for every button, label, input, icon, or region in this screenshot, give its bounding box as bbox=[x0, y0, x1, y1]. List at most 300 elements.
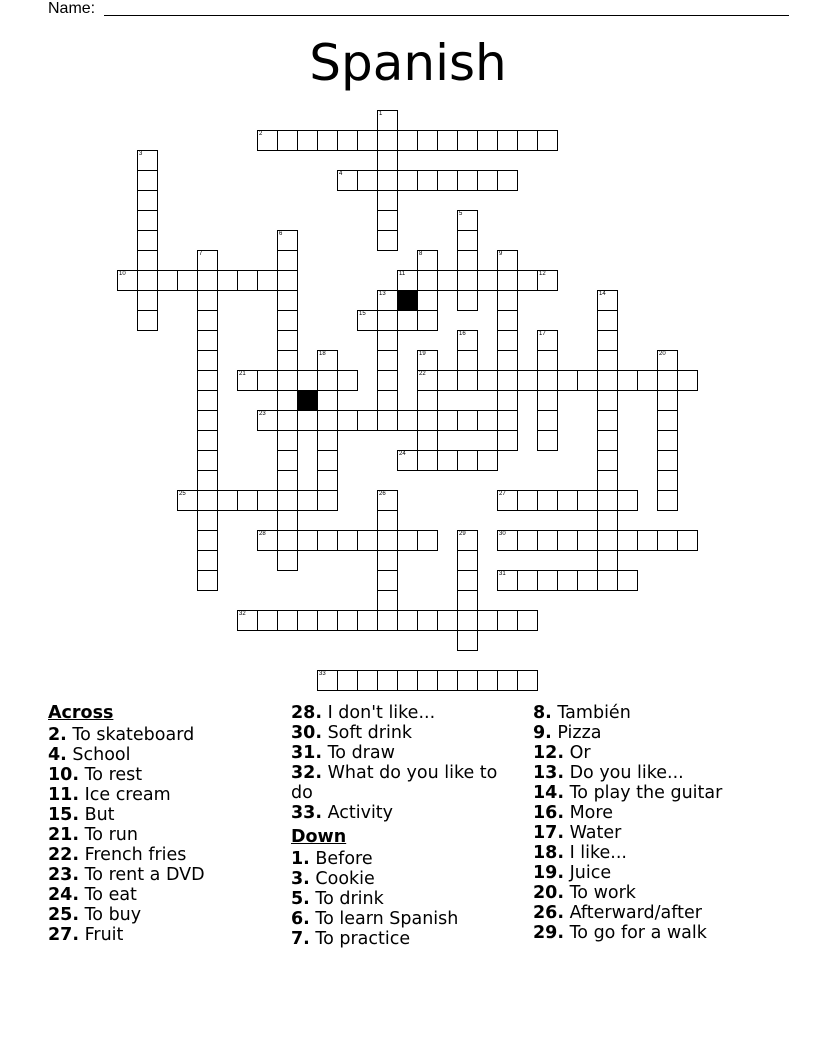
crossword-cell[interactable] bbox=[417, 130, 438, 151]
clue-text: To play the guitar bbox=[564, 783, 723, 803]
clue-item bbox=[291, 909, 517, 929]
crossword-cell[interactable] bbox=[457, 230, 478, 251]
crossword-cell[interactable] bbox=[277, 530, 298, 551]
clue-text: Soft drink bbox=[322, 723, 413, 743]
crossword-cell[interactable] bbox=[597, 550, 618, 571]
crossword-cell[interactable] bbox=[377, 670, 398, 691]
crossword-cell[interactable] bbox=[537, 430, 558, 451]
crossword-cell[interactable] bbox=[557, 490, 578, 511]
crossword-cell[interactable] bbox=[357, 530, 378, 551]
crossword-cell[interactable] bbox=[597, 290, 618, 311]
crossword-cell[interactable] bbox=[357, 610, 378, 631]
crossword-cell[interactable] bbox=[337, 530, 358, 551]
crossword-cell[interactable] bbox=[277, 490, 298, 511]
crossword-cell[interactable] bbox=[137, 290, 158, 311]
crossword-cell[interactable] bbox=[517, 570, 538, 591]
crossword-cell[interactable] bbox=[317, 530, 338, 551]
crossword-cell[interactable] bbox=[397, 170, 418, 191]
crossword-cell[interactable] bbox=[497, 350, 518, 371]
crossword-cell[interactable] bbox=[497, 610, 518, 631]
crossword-cell[interactable] bbox=[457, 670, 478, 691]
crossword-cell[interactable] bbox=[277, 390, 298, 411]
crossword-cell[interactable] bbox=[677, 530, 698, 551]
crossword-cell[interactable] bbox=[377, 350, 398, 371]
crossword-cell[interactable] bbox=[357, 130, 378, 151]
crossword-cell[interactable] bbox=[497, 270, 518, 291]
crossword-cell[interactable] bbox=[377, 550, 398, 571]
crossword-cell[interactable] bbox=[317, 370, 338, 391]
clue-item bbox=[48, 825, 278, 845]
crossword-cell[interactable] bbox=[457, 130, 478, 151]
crossword-cell[interactable] bbox=[377, 290, 398, 311]
crossword-cell[interactable] bbox=[597, 570, 618, 591]
crossword-cell[interactable] bbox=[257, 130, 278, 151]
crossword-cell[interactable] bbox=[377, 510, 398, 531]
crossword-cell[interactable] bbox=[637, 530, 658, 551]
clue-item bbox=[48, 885, 278, 905]
crossword-cell[interactable] bbox=[617, 370, 638, 391]
crossword-cell[interactable] bbox=[497, 570, 518, 591]
cell-number: 10 bbox=[119, 271, 126, 277]
crossword-cell[interactable] bbox=[197, 510, 218, 531]
crossword-cell[interactable] bbox=[237, 610, 258, 631]
crossword-cell[interactable] bbox=[577, 370, 598, 391]
crossword-cell[interactable] bbox=[517, 370, 538, 391]
crossword-cell[interactable] bbox=[537, 570, 558, 591]
crossword-cell[interactable] bbox=[257, 610, 278, 631]
crossword-cell[interactable] bbox=[257, 370, 278, 391]
crossword-cell[interactable] bbox=[517, 670, 538, 691]
crossword-cell[interactable] bbox=[317, 670, 338, 691]
clue-number: 9. bbox=[533, 723, 552, 743]
crossword-cell[interactable] bbox=[137, 210, 158, 231]
crossword-cell[interactable] bbox=[457, 250, 478, 271]
crossword-cell[interactable] bbox=[377, 410, 398, 431]
clue-item bbox=[291, 763, 517, 803]
crossword-cell[interactable] bbox=[457, 270, 478, 291]
crossword-cell[interactable] bbox=[557, 370, 578, 391]
crossword-cell[interactable] bbox=[277, 450, 298, 471]
cell-number: 15 bbox=[359, 311, 366, 317]
crossword-cell[interactable] bbox=[437, 610, 458, 631]
crossword-cell[interactable] bbox=[477, 610, 498, 631]
crossword-cell[interactable] bbox=[397, 450, 418, 471]
crossword-cell[interactable] bbox=[457, 590, 478, 611]
crossword-cell[interactable] bbox=[417, 670, 438, 691]
crossword-cell[interactable] bbox=[457, 170, 478, 191]
clue-text: Ice cream bbox=[79, 785, 171, 805]
crossword-cell[interactable] bbox=[277, 270, 298, 291]
crossword-cell[interactable] bbox=[237, 370, 258, 391]
crossword-cell[interactable] bbox=[397, 670, 418, 691]
blocked-cell bbox=[297, 390, 318, 411]
crossword-cell[interactable] bbox=[657, 430, 678, 451]
crossword-cell[interactable] bbox=[597, 390, 618, 411]
crossword-cell[interactable] bbox=[597, 530, 618, 551]
crossword-cell[interactable] bbox=[517, 130, 538, 151]
crossword-cell[interactable] bbox=[377, 230, 398, 251]
crossword-cell[interactable] bbox=[637, 370, 658, 391]
crossword-cell[interactable] bbox=[317, 390, 338, 411]
clue-number: 24. bbox=[48, 885, 80, 905]
crossword-cell[interactable] bbox=[197, 250, 218, 271]
clue-item bbox=[48, 925, 278, 945]
crossword-cell[interactable] bbox=[377, 110, 398, 131]
crossword-cell[interactable] bbox=[357, 670, 378, 691]
crossword-cell[interactable] bbox=[497, 670, 518, 691]
crossword-cell[interactable] bbox=[457, 610, 478, 631]
crossword-cell[interactable] bbox=[117, 270, 138, 291]
crossword-cell[interactable] bbox=[337, 670, 358, 691]
crossword-cell[interactable] bbox=[497, 130, 518, 151]
crossword-cell[interactable] bbox=[517, 490, 538, 511]
crossword-cell[interactable] bbox=[437, 130, 458, 151]
crossword-cell[interactable] bbox=[597, 310, 618, 331]
crossword-cell[interactable] bbox=[497, 290, 518, 311]
crossword-cell[interactable] bbox=[517, 270, 538, 291]
crossword-cell[interactable] bbox=[597, 410, 618, 431]
crossword-cell[interactable] bbox=[677, 370, 698, 391]
crossword-cell[interactable] bbox=[477, 170, 498, 191]
clue-item bbox=[533, 783, 773, 803]
crossword-cell[interactable] bbox=[297, 130, 318, 151]
crossword-cell[interactable] bbox=[377, 570, 398, 591]
crossword-cell[interactable] bbox=[537, 410, 558, 431]
clue-text: Pizza bbox=[551, 723, 602, 743]
crossword-cell[interactable] bbox=[457, 370, 478, 391]
crossword-cell[interactable] bbox=[437, 270, 458, 291]
crossword-cell[interactable] bbox=[577, 570, 598, 591]
crossword-cell[interactable] bbox=[137, 190, 158, 211]
crossword-cell[interactable] bbox=[297, 370, 318, 391]
crossword-cell[interactable] bbox=[137, 270, 158, 291]
crossword-cell[interactable] bbox=[277, 370, 298, 391]
crossword-cell[interactable] bbox=[497, 250, 518, 271]
crossword-cell[interactable] bbox=[277, 130, 298, 151]
crossword-cell[interactable] bbox=[197, 430, 218, 451]
cell-number: 16 bbox=[459, 331, 466, 337]
crossword-cell[interactable] bbox=[137, 310, 158, 331]
crossword-cell[interactable] bbox=[657, 470, 678, 491]
crossword-cell[interactable] bbox=[277, 350, 298, 371]
clue-item bbox=[291, 723, 517, 743]
crossword-cell[interactable] bbox=[497, 370, 518, 391]
crossword-cell[interactable] bbox=[257, 270, 278, 291]
crossword-cell[interactable] bbox=[297, 490, 318, 511]
crossword-cell[interactable] bbox=[377, 370, 398, 391]
crossword-cell[interactable] bbox=[197, 450, 218, 471]
crossword-cell[interactable] bbox=[197, 490, 218, 511]
crossword-cell[interactable] bbox=[377, 530, 398, 551]
crossword-cell[interactable] bbox=[417, 270, 438, 291]
crossword-cell[interactable] bbox=[137, 150, 158, 171]
crossword-cell[interactable] bbox=[317, 130, 338, 151]
clue-item bbox=[48, 785, 278, 805]
clue-item bbox=[291, 743, 517, 763]
crossword-cell[interactable] bbox=[317, 490, 338, 511]
crossword-cell[interactable] bbox=[537, 490, 558, 511]
crossword-cell[interactable] bbox=[197, 310, 218, 331]
crossword-cell[interactable] bbox=[317, 410, 338, 431]
crossword-cell[interactable] bbox=[197, 270, 218, 291]
crossword-cell[interactable] bbox=[277, 230, 298, 251]
crossword-cell[interactable] bbox=[517, 610, 538, 631]
crossword-cell[interactable] bbox=[297, 410, 318, 431]
clue-number: 22. bbox=[48, 845, 80, 865]
crossword-cell[interactable] bbox=[137, 170, 158, 191]
crossword-cell[interactable] bbox=[197, 350, 218, 371]
crossword-cell[interactable] bbox=[277, 330, 298, 351]
crossword-cell[interactable] bbox=[497, 530, 518, 551]
cell-number: 20 bbox=[659, 351, 666, 357]
crossword-cell[interactable] bbox=[157, 270, 178, 291]
crossword-cell[interactable] bbox=[397, 530, 418, 551]
clue-text: Or bbox=[564, 743, 591, 763]
crossword-cell[interactable] bbox=[337, 130, 358, 151]
crossword-cell[interactable] bbox=[317, 430, 338, 451]
clue-text: To draw bbox=[322, 743, 395, 763]
clue-item bbox=[533, 803, 773, 823]
crossword-cell[interactable] bbox=[337, 610, 358, 631]
clue-text: Juice bbox=[564, 863, 612, 883]
crossword-cell[interactable] bbox=[597, 430, 618, 451]
crossword-cell[interactable] bbox=[457, 330, 478, 351]
crossword-cell[interactable] bbox=[437, 170, 458, 191]
crossword-cell[interactable] bbox=[497, 430, 518, 451]
crossword-cell[interactable] bbox=[537, 530, 558, 551]
crossword-cell[interactable] bbox=[377, 190, 398, 211]
crossword-cell[interactable] bbox=[537, 330, 558, 351]
crossword-cell[interactable] bbox=[417, 610, 438, 631]
clue-text: What do you like to do bbox=[291, 763, 498, 803]
crossword-cell[interactable] bbox=[277, 410, 298, 431]
crossword-cell[interactable] bbox=[197, 390, 218, 411]
crossword-cell[interactable] bbox=[197, 470, 218, 491]
crossword-cell[interactable] bbox=[337, 170, 358, 191]
crossword-cell[interactable] bbox=[197, 570, 218, 591]
crossword-cell[interactable] bbox=[657, 450, 678, 471]
crossword-cell[interactable] bbox=[337, 370, 358, 391]
crossword-cell[interactable] bbox=[197, 330, 218, 351]
crossword-cell[interactable] bbox=[557, 530, 578, 551]
clue-text: Cookie bbox=[309, 869, 375, 889]
crossword-cell[interactable] bbox=[277, 470, 298, 491]
crossword-cell[interactable] bbox=[377, 310, 398, 331]
crossword-cell[interactable] bbox=[217, 490, 238, 511]
crossword-cell[interactable] bbox=[137, 230, 158, 251]
crossword-cell[interactable] bbox=[197, 290, 218, 311]
crossword-cell[interactable] bbox=[437, 370, 458, 391]
clue-text: School bbox=[66, 745, 131, 765]
crossword-cell[interactable] bbox=[277, 610, 298, 631]
crossword-cell[interactable] bbox=[657, 350, 678, 371]
crossword-cell[interactable] bbox=[417, 170, 438, 191]
crossword-cell[interactable] bbox=[597, 490, 618, 511]
crossword-cell[interactable] bbox=[197, 530, 218, 551]
crossword-cell[interactable] bbox=[177, 270, 198, 291]
crossword-cell[interactable] bbox=[417, 430, 438, 451]
crossword-cell[interactable] bbox=[457, 630, 478, 651]
crossword-cell[interactable] bbox=[417, 350, 438, 371]
crossword-cell[interactable] bbox=[357, 310, 378, 331]
clue-item bbox=[291, 889, 517, 909]
name-label: Name: bbox=[48, 0, 96, 17]
crossword-cell[interactable] bbox=[657, 530, 678, 551]
crossword-cell[interactable] bbox=[317, 610, 338, 631]
crossword-cell[interactable] bbox=[537, 350, 558, 371]
crossword-cell[interactable] bbox=[397, 310, 418, 331]
crossword-cell[interactable] bbox=[277, 510, 298, 531]
crossword-cell[interactable] bbox=[217, 270, 238, 291]
crossword-cell[interactable] bbox=[317, 470, 338, 491]
crossword-cell[interactable] bbox=[237, 270, 258, 291]
crossword-cell[interactable] bbox=[417, 310, 438, 331]
clue-text: Fruit bbox=[79, 925, 124, 945]
cell-number: 24 bbox=[399, 451, 406, 457]
clue-item bbox=[533, 723, 773, 743]
crossword-cell[interactable] bbox=[537, 130, 558, 151]
crossword-cell[interactable] bbox=[657, 410, 678, 431]
crossword-cell[interactable] bbox=[577, 490, 598, 511]
crossword-cell[interactable] bbox=[317, 350, 338, 371]
crossword-cell[interactable] bbox=[597, 370, 618, 391]
crossword-cell[interactable] bbox=[377, 150, 398, 171]
crossword-cell[interactable] bbox=[517, 530, 538, 551]
crossword-cell[interactable] bbox=[177, 490, 198, 511]
crossword-cell[interactable] bbox=[477, 450, 498, 471]
crossword-cell[interactable] bbox=[597, 450, 618, 471]
crossword-cell[interactable] bbox=[417, 410, 438, 431]
crossword-cell[interactable] bbox=[557, 570, 578, 591]
crossword-cell[interactable] bbox=[397, 410, 418, 431]
crossword-cell[interactable] bbox=[597, 330, 618, 351]
crossword-cell[interactable] bbox=[537, 270, 558, 291]
clue-text: More bbox=[564, 803, 613, 823]
clue-item bbox=[533, 843, 773, 863]
crossword-cell[interactable] bbox=[457, 290, 478, 311]
crossword-cell[interactable] bbox=[457, 410, 478, 431]
crossword-cell[interactable] bbox=[417, 290, 438, 311]
crossword-cell[interactable] bbox=[537, 390, 558, 411]
crossword-cell[interactable] bbox=[377, 170, 398, 191]
crossword-cell[interactable] bbox=[597, 350, 618, 371]
crossword-cell[interactable] bbox=[457, 210, 478, 231]
crossword-cell[interactable] bbox=[657, 490, 678, 511]
crossword-cell[interactable] bbox=[377, 590, 398, 611]
clue-number: 7. bbox=[291, 929, 310, 949]
crossword-cell[interactable] bbox=[577, 530, 598, 551]
crossword-cell[interactable] bbox=[457, 570, 478, 591]
clue-number: 12. bbox=[533, 743, 565, 763]
crossword-cell[interactable] bbox=[417, 250, 438, 271]
crossword-cell[interactable] bbox=[597, 510, 618, 531]
clue-text: To rent a DVD bbox=[79, 865, 205, 885]
crossword-cell[interactable] bbox=[337, 410, 358, 431]
across-heading: Across bbox=[48, 703, 114, 723]
crossword-cell[interactable] bbox=[237, 490, 258, 511]
crossword-cell[interactable] bbox=[417, 450, 438, 471]
crossword-cell[interactable] bbox=[277, 550, 298, 571]
crossword-cell[interactable] bbox=[257, 530, 278, 551]
clue-number: 4. bbox=[48, 745, 67, 765]
crossword-cell[interactable] bbox=[277, 290, 298, 311]
crossword-cell[interactable] bbox=[477, 670, 498, 691]
crossword-cell[interactable] bbox=[197, 370, 218, 391]
crossword-cell[interactable] bbox=[397, 130, 418, 151]
crossword-cell[interactable] bbox=[497, 310, 518, 331]
puzzle-title: Spanish bbox=[309, 34, 507, 92]
crossword-cell[interactable] bbox=[277, 430, 298, 451]
clues-column-1 bbox=[48, 703, 278, 945]
crossword-cell[interactable] bbox=[417, 370, 438, 391]
crossword-cell[interactable] bbox=[437, 670, 458, 691]
crossword-cell[interactable] bbox=[397, 270, 418, 291]
crossword-cell[interactable] bbox=[477, 370, 498, 391]
crossword-cell[interactable] bbox=[457, 450, 478, 471]
crossword-cell[interactable] bbox=[497, 170, 518, 191]
crossword-cell[interactable] bbox=[197, 410, 218, 431]
crossword-cell[interactable] bbox=[397, 610, 418, 631]
crossword-cell[interactable] bbox=[657, 390, 678, 411]
crossword-cell[interactable] bbox=[297, 610, 318, 631]
crossword-cell[interactable] bbox=[497, 410, 518, 431]
crossword-cell[interactable] bbox=[437, 450, 458, 471]
crossword-cell[interactable] bbox=[477, 270, 498, 291]
crossword-cell[interactable] bbox=[257, 410, 278, 431]
crossword-cell[interactable] bbox=[377, 490, 398, 511]
crossword-cell[interactable] bbox=[297, 530, 318, 551]
crossword-cell[interactable] bbox=[377, 210, 398, 231]
crossword-cell[interactable] bbox=[357, 410, 378, 431]
clue-item bbox=[48, 745, 278, 765]
clues-column-3 bbox=[533, 703, 773, 943]
crossword-cell[interactable] bbox=[497, 390, 518, 411]
crossword-cell[interactable] bbox=[277, 310, 298, 331]
crossword-cell[interactable] bbox=[617, 490, 638, 511]
clue-item bbox=[48, 765, 278, 785]
clue-item bbox=[533, 703, 773, 723]
down-clue-list-continued bbox=[533, 703, 773, 943]
crossword-cell[interactable] bbox=[317, 450, 338, 471]
clue-item bbox=[533, 743, 773, 763]
crossword-cell[interactable] bbox=[457, 550, 478, 571]
crossword-cell[interactable] bbox=[377, 610, 398, 631]
clue-item bbox=[533, 863, 773, 883]
crossword-cell[interactable] bbox=[477, 410, 498, 431]
crossword-cell[interactable] bbox=[357, 170, 378, 191]
crossword-cell[interactable] bbox=[257, 490, 278, 511]
crossword-cell[interactable] bbox=[457, 530, 478, 551]
crossword-cell[interactable] bbox=[197, 550, 218, 571]
crossword-cell[interactable] bbox=[477, 130, 498, 151]
crossword-cell[interactable] bbox=[457, 350, 478, 371]
crossword-cell[interactable] bbox=[377, 330, 398, 351]
crossword-cell[interactable] bbox=[377, 390, 398, 411]
crossword-cell[interactable] bbox=[497, 490, 518, 511]
crossword-cell[interactable] bbox=[497, 330, 518, 351]
crossword-cell[interactable] bbox=[417, 530, 438, 551]
crossword-cell[interactable] bbox=[657, 370, 678, 391]
crossword-cell[interactable] bbox=[377, 130, 398, 151]
crossword-cell[interactable] bbox=[617, 570, 638, 591]
crossword-cell[interactable] bbox=[437, 410, 458, 431]
crossword-cell[interactable] bbox=[537, 370, 558, 391]
crossword-cell[interactable] bbox=[137, 250, 158, 271]
crossword-cell[interactable] bbox=[597, 470, 618, 491]
crossword-cell[interactable] bbox=[617, 530, 638, 551]
crossword-cell[interactable] bbox=[277, 250, 298, 271]
crossword-cell[interactable] bbox=[417, 390, 438, 411]
